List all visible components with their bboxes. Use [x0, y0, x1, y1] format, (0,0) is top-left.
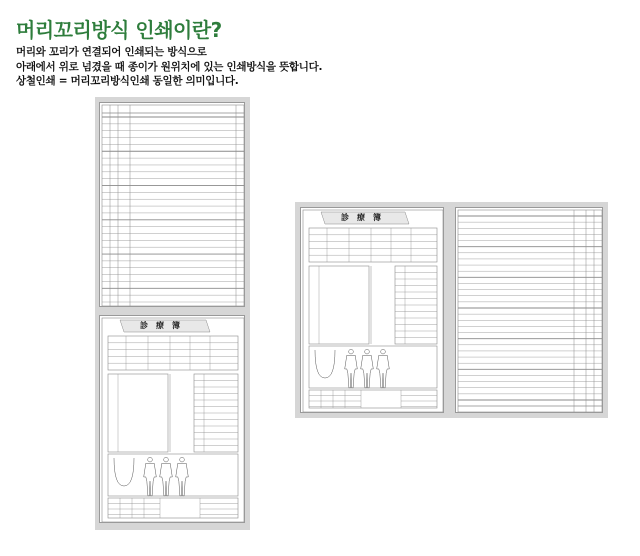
- body-diagram-icon: [144, 457, 157, 496]
- medical-chart-drawing: [100, 316, 245, 523]
- body-diagram-icon: [345, 349, 358, 388]
- right-print-sample: [295, 202, 608, 418]
- form-box: [108, 336, 238, 370]
- form-box: [108, 374, 168, 452]
- oral-diagram-icon: [315, 350, 335, 378]
- description-line-3: 상철인쇄 = 머리꼬리방식인쇄 동일한 의미입니다.: [16, 75, 239, 87]
- ruled-sheet-rotated: [455, 207, 603, 413]
- medical-chart: [300, 207, 444, 413]
- form-box: [309, 266, 369, 344]
- form-box: [102, 318, 244, 522]
- left-print-sample: [95, 97, 250, 530]
- body-diagram-icon: [160, 457, 173, 496]
- page-title: 머리꼬리방식 인쇄이란?: [16, 18, 222, 42]
- form-box: [108, 454, 238, 496]
- ruled-sheet-rotated: [99, 102, 245, 307]
- description: [16, 45, 322, 89]
- form-box: [309, 390, 437, 408]
- description-line-2: 아래에서 위로 넘겼을 때 종이가 원위치에 있는 인쇄방식을 뜻합니다.: [16, 60, 323, 73]
- chart-title: 診 療 簿: [140, 321, 180, 330]
- form-box: [303, 210, 443, 412]
- ruled-sheet-drawing: [456, 208, 603, 413]
- medical-chart: [99, 315, 245, 523]
- ruled-sheet-drawing: [100, 103, 245, 307]
- form-box: [108, 498, 238, 518]
- form-box: [309, 228, 437, 262]
- oral-diagram-icon: [114, 458, 134, 486]
- body-diagram-icon: [377, 349, 390, 388]
- body-diagram-icon: [361, 349, 374, 388]
- body-diagram-icon: [176, 457, 189, 496]
- medical-chart-drawing: [301, 208, 444, 413]
- description-line-1: 머리와 꼬리가 연결되어 인쇄되는 방식으로: [16, 46, 207, 58]
- form-box: [102, 105, 244, 306]
- chart-title: 診 療 簿: [341, 213, 381, 222]
